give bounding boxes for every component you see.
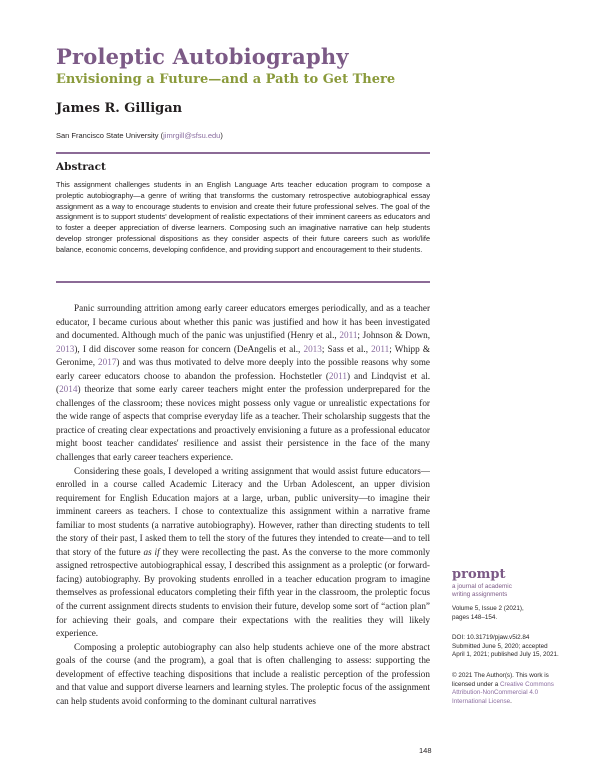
body-paragraph: Panic surrounding attrition among early career educators emerges periodically, and as a teacher educator, I became curious about whether this panic was justified and how it has been investigated and documented. Although much of the panic was unjustified (Henry et al., 2011; Johnson & Down, 2013), I did discover some reason for concern (DeAngelis et al., 2013; Sass et al., 2011; Whipp & Geronime, 2017) and was thus motivated to delve more deeply into the possible reasons why some early career educators choose to abandon the profession. Hochstetler (2011) and Lindqvist et al. (2014) theorize that some early career teachers might enter the profession underprepared for the challenges of the classroom; these novices might possess only vague or unrealistic expectations for the wide range of aspects that comprise everyday life as a teacher. Their scholarship suggests that the practice of creating clear expectations and proactively envisioning a future as a professional educator might boost teacher candidates' resilience and assist their persistence in the face of the many challenges that early career teachers experience.: [56, 303, 431, 463]
article-body: [56, 302, 430, 708]
body-paragraph: Composing a proleptic autobiography can also help students achieve one of the more abstract goals of the course (and the program), a goal that is often challenging to assess: supporting the development of effective teaching dispositions that include a realistic perception of the profession and that value and support diverse learners and learning styles. The proleptic focus of the assignment can help students avoid conforming to the dominant cultural narratives: [56, 641, 430, 706]
citation-year-link[interactable]: 2013: [56, 343, 75, 354]
license-link[interactable]: International License: [452, 697, 511, 705]
abstract-text: This assignment challenges students in an English Language Arts teacher education program to compose a proleptic autobiography—a genre of writing that transforms the customary retrospective autobiographical essay assignment as a way to encourage students to envision and create their future professional selves. The goal of the assignment is to support students' development of realistic expectations of their imminent careers as educators and to foster a deeper appreciation of diverse learners. Composing such an imaginative narrative can help students develop stronger professional dispositions as they consider aspects of their future careers such as work/life balance, economic concerns, developing confidence, and providing support and encouragement to their students.: [56, 180, 430, 254]
doi-info: [452, 634, 562, 660]
journal-logo: prompt: [452, 567, 506, 582]
abstract-top-rule: [56, 152, 430, 154]
article-title: Proleptic Autobiography: [56, 44, 349, 69]
author-email-link[interactable]: jimrgill@sfsu.edu: [163, 131, 221, 140]
pages-line: pages 148–154.: [452, 613, 498, 621]
citation-year-link[interactable]: 2014: [59, 384, 78, 395]
abstract-heading: Abstract: [56, 161, 106, 173]
citation-year-link[interactable]: 2013: [303, 343, 322, 354]
author-name: James R. Gilligan: [56, 101, 183, 116]
license-line: [452, 698, 562, 707]
license-link[interactable]: Attribution-NonCommercial 4.0: [452, 689, 539, 697]
body-paragraph: Considering these goals, I developed a writing assignment that would assist future educators—enrolled in a course called Academic Literacy and the Urban Adolescent, an upper division requirement for English Education majors at a large, urban, public university—to imagine their imminent careers as teachers. I chose to contextualize this assignment within a narrative frame familiar to most students (a narrative autobiography). However, rather than directing students to tell the story of their past, I asked them to tell the story of the futures they intended to create—and to tell that story of the future as if they were recollecting the past. As the converse to the more commonly assigned retrospective autobiographical essay, I described this assignment as a proleptic (or forward-facing) autobiography. By provoking students enrolled in a teacher education program to imagine themselves as professional educators completing their fifth year in the classroom, the proleptic focus of the current assignment directs students to envision their future, develop some sort of “action plan” for achieving their goals, and compare their expectations with the realities they will likely experience.: [56, 465, 430, 639]
copyright-line: © 2021 The Author(s). This work is: [452, 672, 549, 679]
volume-line: Volume 5, Issue 2 (2021),: [452, 605, 524, 612]
license-prefix: licensed under a: [452, 680, 500, 688]
citation-year-link[interactable]: 2017: [98, 357, 117, 368]
citation-year-link[interactable]: 2011: [339, 330, 358, 341]
author-affiliation: [56, 131, 223, 140]
abstract-bottom-rule: [56, 281, 430, 283]
emphasis-text: as if: [143, 546, 160, 557]
doi-line: DOI: 10.31719/pjaw.v5i2.84: [452, 634, 530, 641]
citation-year-link[interactable]: 2011: [371, 343, 390, 354]
license-line: [452, 681, 562, 690]
volume-info: [452, 605, 562, 622]
page-number: 148: [419, 746, 432, 755]
citation-year-link[interactable]: 2011: [328, 370, 347, 381]
license-suffix: .: [510, 697, 512, 705]
journal-desc-line: a journal of academic: [452, 583, 512, 590]
license-link[interactable]: Creative Commons: [499, 680, 554, 688]
journal-description: [452, 583, 562, 599]
journal-desc-line: writing assignments: [452, 591, 508, 598]
article-subtitle: Envisioning a Future—and a Path to Get There: [56, 72, 396, 87]
submitted-line: Submitted June 5, 2020; accepted: [452, 642, 548, 650]
license-info: [452, 672, 562, 706]
affiliation-close: ): [220, 131, 223, 140]
published-line: April 1, 2021; published July 15, 2021.: [452, 651, 559, 659]
affiliation-text: San Francisco State University (: [56, 131, 164, 140]
